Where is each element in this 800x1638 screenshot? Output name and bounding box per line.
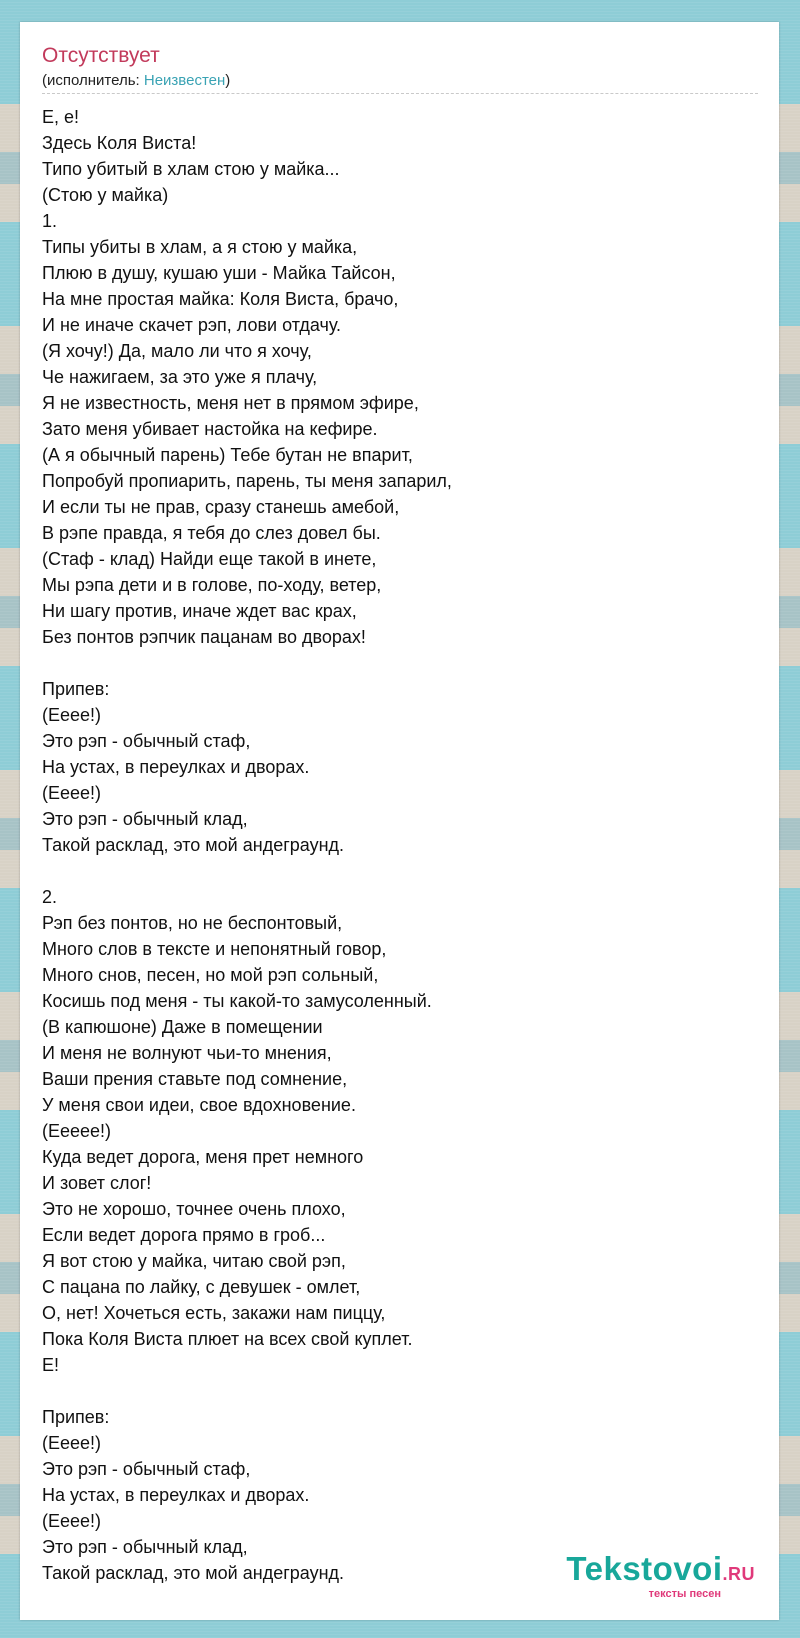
lyrics-line: И зовет слог! <box>42 1173 152 1193</box>
lyrics-line: Это рэп - обычный стаф, <box>42 731 251 751</box>
lyrics-line: 1. <box>42 211 58 231</box>
lyrics-line: 2. <box>42 887 58 907</box>
lyrics-line: Много слов в тексте и непонятный говор, <box>42 939 387 959</box>
lyrics-line: С пацана по лайку, с девушек - омлет, <box>42 1277 361 1297</box>
artist-suffix: ) <box>225 72 231 89</box>
lyrics-line: Куда ведет дорога, меня прет немного <box>42 1147 364 1167</box>
lyrics-line: (Стаф - клад) Найди еще такой в инете, <box>42 549 377 569</box>
lyrics-blank-line <box>42 650 452 676</box>
lyrics-line: (Я хочу!) Да, мало ли что я хочу, <box>42 341 312 361</box>
lyrics-line: Такой расклад, это мой андеграунд. <box>42 1563 345 1583</box>
lyrics-line: Здесь Коля Виста! <box>42 133 197 153</box>
lyrics-card <box>20 22 779 1620</box>
lyrics-line: Я вот стою у майка, читаю свой рэп, <box>42 1251 346 1271</box>
lyrics-line: (Ееее!) <box>42 1433 102 1453</box>
lyrics-line: Это не хорошо, точнее очень плохо, <box>42 1199 346 1219</box>
lyrics-line: На устах, в переулках и дворах. <box>42 757 310 777</box>
lyrics-line: Без понтов рэпчик пацанам во дворах! <box>42 627 366 647</box>
lyrics-line: Это рэп - обычный клад, <box>42 809 248 829</box>
lyrics-line: На мне простая майка: Коля Виста, брачо, <box>42 289 399 309</box>
lyrics-line: Ни шагу против, иначе ждет вас крах, <box>42 601 357 621</box>
lyrics-line: У меня свои идеи, свое вдохновение. <box>42 1095 356 1115</box>
lyrics-line: Плюю в душу, кушаю уши - Майка Тайсон, <box>42 263 396 283</box>
lyrics-line: Припев: <box>42 1407 110 1427</box>
lyrics-line: Припев: <box>42 679 110 699</box>
lyrics-line: (А я обычный парень) Тебе бутан не впарит, <box>42 445 413 465</box>
lyrics-line: Это рэп - обычный клад, <box>42 1537 248 1557</box>
lyrics-line: И не иначе скачет рэп, лови отдачу. <box>42 315 342 335</box>
lyrics-blank-line <box>42 1378 452 1404</box>
lyrics-line: Е, е! <box>42 107 80 127</box>
lyrics-blank-line <box>42 858 452 884</box>
lyrics-line: Рэп без понтов, но не беспонтовый, <box>42 913 343 933</box>
lyrics-line: (Ееее!) <box>42 1511 102 1531</box>
logo-main-text: Tekstovoi <box>566 1550 723 1587</box>
lyrics-line: О, нет! Хочеться есть, закажи нам пиццу, <box>42 1303 386 1323</box>
lyrics-line: Че нажигаем, за это уже я плачу, <box>42 367 318 387</box>
artist-prefix: (исполнитель: <box>42 72 144 89</box>
lyrics-line: Это рэп - обычный стаф, <box>42 1459 251 1479</box>
lyrics-line: В рэпе правда, я тебя до слез довел бы. <box>42 523 381 543</box>
lyrics-line: (В капюшоне) Даже в помещении <box>42 1017 323 1037</box>
artist-link[interactable]: Неизвестен <box>143 72 226 89</box>
logo-tagline: тексты песен <box>648 1588 721 1600</box>
lyrics-line: Много снов, песен, но мой рэп сольный, <box>42 965 379 985</box>
lyrics-line: Мы рэпа дети и в голове, по-ходу, ветер, <box>42 575 382 595</box>
lyrics-line: Попробуй пропиарить, парень, ты меня запарил, <box>42 471 452 491</box>
lyrics-line: Зато меня убивает настойка на кефире. <box>42 419 378 439</box>
lyrics-line: Косишь под меня - ты какой-то замусоленный. <box>42 991 432 1011</box>
site-logo[interactable] <box>566 1550 755 1600</box>
lyrics-line: И если ты не прав, сразу станешь амебой, <box>42 497 400 517</box>
lyrics-line: Такой расклад, это мой андеграунд. <box>42 835 345 855</box>
logo-tld: .RU <box>722 1564 755 1584</box>
lyrics-line: Я не известность, меня нет в прямом эфире, <box>42 393 419 413</box>
lyrics-text <box>42 104 452 1586</box>
lyrics-line: (Ееее!) <box>42 705 102 725</box>
lyrics-line: (Стою у майка) <box>42 185 169 205</box>
lyrics-line: Пока Коля Виста плюет на всех свой куплет. <box>42 1329 413 1349</box>
lyrics-line: Ваши прения ставьте под сомнение, <box>42 1069 348 1089</box>
logo-wordmark <box>566 1550 755 1590</box>
title-divider <box>42 93 758 94</box>
lyrics-line: На устах, в переулках и дворах. <box>42 1485 310 1505</box>
lyrics-line: И меня не волнуют чьи-то мнения, <box>42 1043 332 1063</box>
lyrics-line: Типо убитый в хлам стою у майка... <box>42 159 340 179</box>
lyrics-line: Е! <box>42 1355 60 1375</box>
lyrics-line: Если ведет дорога прямо в гроб... <box>42 1225 326 1245</box>
lyrics-line: (Ееее!) <box>42 783 102 803</box>
song-title: Отсутствует <box>42 44 160 67</box>
artist-line <box>42 72 230 89</box>
lyrics-line: Типы убиты в хлам, а я стою у майка, <box>42 237 358 257</box>
lyrics-line: (Еееее!) <box>42 1121 112 1141</box>
